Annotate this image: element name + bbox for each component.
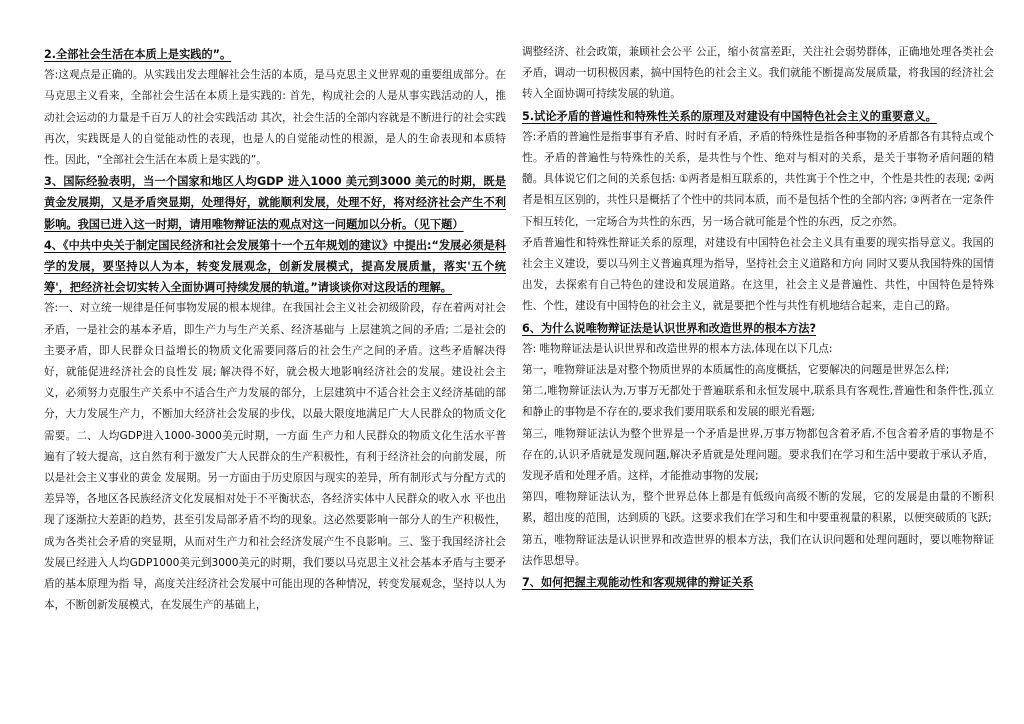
- answer-6-point-3: 第三，唯物辩证法认为整个世界是一个矛盾是世界,万事万物都包含着矛盾,不包含着矛盾的事物是不存在的,认识矛盾就是发现问题,解决矛盾就是处理问题。要求我们在学习和生活中要敢于承认矛盾，发现矛盾和处理矛盾。这样，才能推动事物的发展;: [522, 427, 994, 483]
- question-6-heading: 6、为什么说唯物辩证法是认识世界和改造世界的根本方法?: [522, 321, 816, 335]
- answer-4-paragraph: 答:一、对立统一规律是任何事物发展的根本规律。在我国社会主义社会初级阶段，存在着两对社会矛盾，一是社会的基本矛盾，即生产力与生产关系、经济基础与 上层建筑之间的矛盾; 二是社会的主要矛盾，即人民群众日益增长的物质文化需要同落后的社会生产之间的矛盾。这些矛盾解决得好，就能促进经济社会的良性发 展; 解决得不好，就会极大地影响经济社会的发展。建设社会主义，必须努力克服生产关系中不适合生产力发展的部分，上层建筑中不适合社会主义经济基础的部 分，大力发展生产力，不断加大经济社会发展的步伐，以最大限度地满足广大人民群众的物质文化需要。二、人均GDP进入1000-3000美元时期，一方面 生产力和人民群众的物质文化生活水平普遍有了较大提高，这自然有利于激发广大人民群众的生产积极性，有利于经济社会的向前发展，所以是社会主义事业的黄金 发展期。另一方面由于历史原因与现实的差异，所有制形式与分配方式的差异等，各地区各民族经济文化发展相对处于不平衡状态，各经济实体中人民群众的收入水 平也出现了逐渐拉大差距的趋势，甚至引发局部矛盾不均的现象。这必然要影响一部分人的生产积极性，成为各类社会矛盾的突显期，从而对生产力和社会经济发展产生不良影响。三、鉴于我国经济社会发展已经进入人均GDP1000美元到3000美元的时期，我们要以马克思主义社会基本矛盾与主要矛盾的基本原理为指 导，高度关注经济社会发展中可能出现的各种情况，转变发展观念，坚持以人为本，不断创新发展模式，在发展生产的基础上，: [44, 302, 506, 612]
- question-7-heading: 7、如何把握主观能动性和客观规律的辩证关系: [522, 576, 754, 590]
- answer-6-point-4: 第四，唯物辩证法认为，整个世界总体上都是有低级向高级不断的发展，它的发展是由量的不断积累，超出度的范围，达到质的飞跃。这要求我们在学习和生和中要重视量的积累，以便突破质的飞跃;: [522, 491, 994, 525]
- answer-5-significance-paragraph: 矛盾普遍性和特殊性辩证关系的原理，对建设有中国特色社会主义具有重要的现实指导意义。我国的社会主义建设，要以马列主义普遍真理为指导，坚持社会主义道路和方向 同时又要从我国特殊的国情出发，去探索有自己特色的建设和发展道路。在这里，社会主义是普遍性、共性，中国特色是特殊性、个性，建设有中国特色的社会主义，就是要把个性与共性有机地结合起来，走自己的路。: [522, 236, 994, 313]
- answer-6-intro: 答: 唯物辩证法是认识世界和改造世界的根本方法,体现在以下几点:: [522, 342, 833, 355]
- question-2-heading: 2.全部社会生活在本质上是实践的”。: [44, 48, 232, 61]
- answer-6-point-1: 第一，唯物辩证法是对整个物质世界的本质属性的高度概括，它要解决的问题是世界怎么样;: [522, 364, 950, 377]
- right-column: [522, 42, 994, 718]
- answer-6-point-5: 第五，唯物辩证法是认识世界和改造世界的根本方法，我们在认识问题和处理问题时，要以唯物辩证法作思想导。: [522, 533, 994, 567]
- answer-4-continued-paragraph: 调整经济、社会政策，兼顾社会公平 公正，缩小贫富差距，关注社会弱势群体，正确地处理各类社会矛盾，调动一切积极因素，搞中国特色的社会主义。我们就能不断提高发展质量，将我国的经济社会 转入全面协调可持续发展的轨道。: [522, 46, 994, 101]
- question-5-heading: 5.试论矛盾的普遍性和特殊性关系的原理及对建设有中国特色社会主义的重要意义。: [522, 109, 937, 123]
- answer-2-paragraph: 答:这观点是正确的。从实践出发去理解社会生活的本质，是马克思主义世界观的重要组成部分。在马克思主义看来，全部社会生活在本质上是实践的: 首先，构成社会的人是从事实践活动的人，推动社会运动的力量是千百万人的社会实践活动 其次，社会生活的全部内容就是不断进行的社会实践 再次，实践既是人的自觉能动性的表现，也是人的自觉能动性的根源，是人的生命表现和本质特性。因此，“全部社会生活在本质上是实践的”。: [44, 69, 506, 167]
- question-4-heading: 4、《中共中央关于制定国民经济和社会发展第十一个五年规划的建议》中提出:“发展必须是科学的发展，要坚持以人为本，转变发展观念，创新发展模式，提高发展质量，落实'五个统筹'，把经济社会切实转入全面协调可持续发展的轨道。”请谈谈你对这段话的理解。: [44, 238, 506, 295]
- question-3-heading: 3、国际经验表明，当一个国家和地区人均GDP 进入1000 美元到3000 美元的时期，既是黄金发展期，又是矛盾突显期，处理得好，就能顺利发展，处理不好，将对经济社会产生不利影响。我国已进入这一时期，请用唯物辩证法的观点对这一问题加以分析。（见下题）: [44, 175, 506, 231]
- answer-5-paragraph: 答:矛盾的普遍性是指事事有矛盾、时时有矛盾，矛盾的特殊性是指各种事物的矛盾都各有其特点或个性。矛盾的普遍性与特殊性的关系，是共性与个性、绝对与相对的关系，是关于事物矛盾问题的精髓。具体说它们之间的关系包括: ①两者是相互联系的，共性寓于个性之中，个性是共性的表现; ②两者是相互区别的，共性只是概括了个性中的共同本质，而不是包括个性的全部内容; ③两者在一定条件下相互转化，一定场合为共性的东西，另一场合就可能是个性的东西，反之亦然。: [522, 130, 994, 228]
- answer-6-point-2: 第二,唯物辩证法认为,万事万无都处于普遍联系和永恒发展中,联系具有客观性,普遍性和条件性,孤立和静止的事物是不存在的,要求我们要用联系和发展的眼光看题;: [522, 385, 994, 419]
- document-page: [0, 44, 1024, 720]
- left-column: [44, 44, 506, 720]
